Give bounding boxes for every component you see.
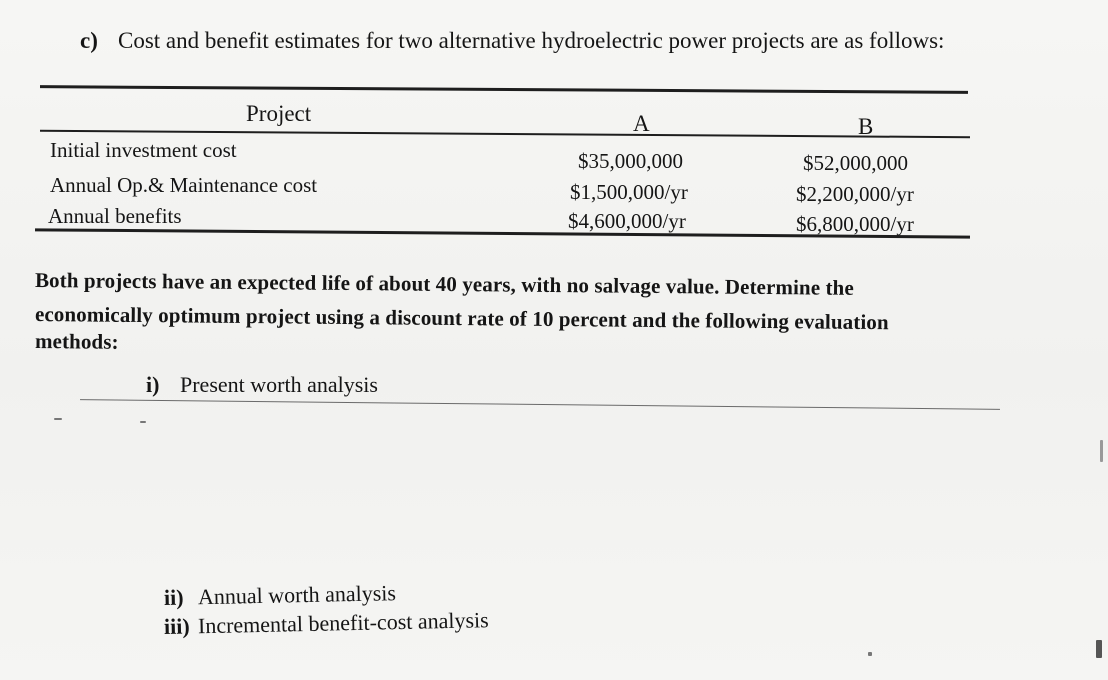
b-annual-benefits: $6,800,000/yr [796,212,914,236]
scan-speck [54,418,62,420]
a-annual-benefits: $4,600,000/yr [568,209,686,233]
question-intro [80,28,944,54]
method-numeral: i) [146,372,160,397]
method-numeral: iii) [163,613,190,639]
method-annual-worth [164,580,396,611]
row-label-initial-investment: Initial investment cost [50,138,237,162]
header-project: Project [246,101,312,126]
scan-speck [140,421,146,423]
a-annual-om: $1,500,000/yr [570,180,688,204]
problem-paragraph-line-1: Both projects have an expected life of about 40 years, with no salvage value. Determine the [34,268,854,300]
table-header-rule [40,130,970,138]
scan-speck [1100,440,1103,462]
header-project-a: A [633,111,650,136]
table-top-rule [40,85,968,94]
row-label-annual-om: Annual Op.& Maintenance cost [50,173,318,197]
row-label-annual-benefits: Annual benefits [48,204,182,228]
scan-speck [868,652,872,656]
method-text: Present worth analysis [180,372,378,397]
method-present-worth [146,372,378,398]
scan-speck [1096,640,1102,658]
question-text: Cost and benefit estimates for two alternative hydroelectric power projects are as follows: [118,28,945,53]
method-incremental-bc [164,607,489,640]
method-numeral: ii) [163,584,184,610]
question-label: c) [80,28,98,53]
method-text: Annual worth analysis [197,580,397,610]
problem-paragraph-line-2: economically optimum project using a discount rate of 10 percent and the following evaluation [34,302,889,335]
problem-paragraph-line-3: methods: [34,329,119,354]
a-initial-investment: $35,000,000 [578,149,683,173]
b-initial-investment: $52,000,000 [803,151,908,175]
b-annual-om: $2,200,000/yr [796,182,914,206]
scan-artifact-line [80,399,1000,410]
header-project-b: B [858,114,874,139]
method-text: Incremental benefit-cost analysis [197,607,489,639]
